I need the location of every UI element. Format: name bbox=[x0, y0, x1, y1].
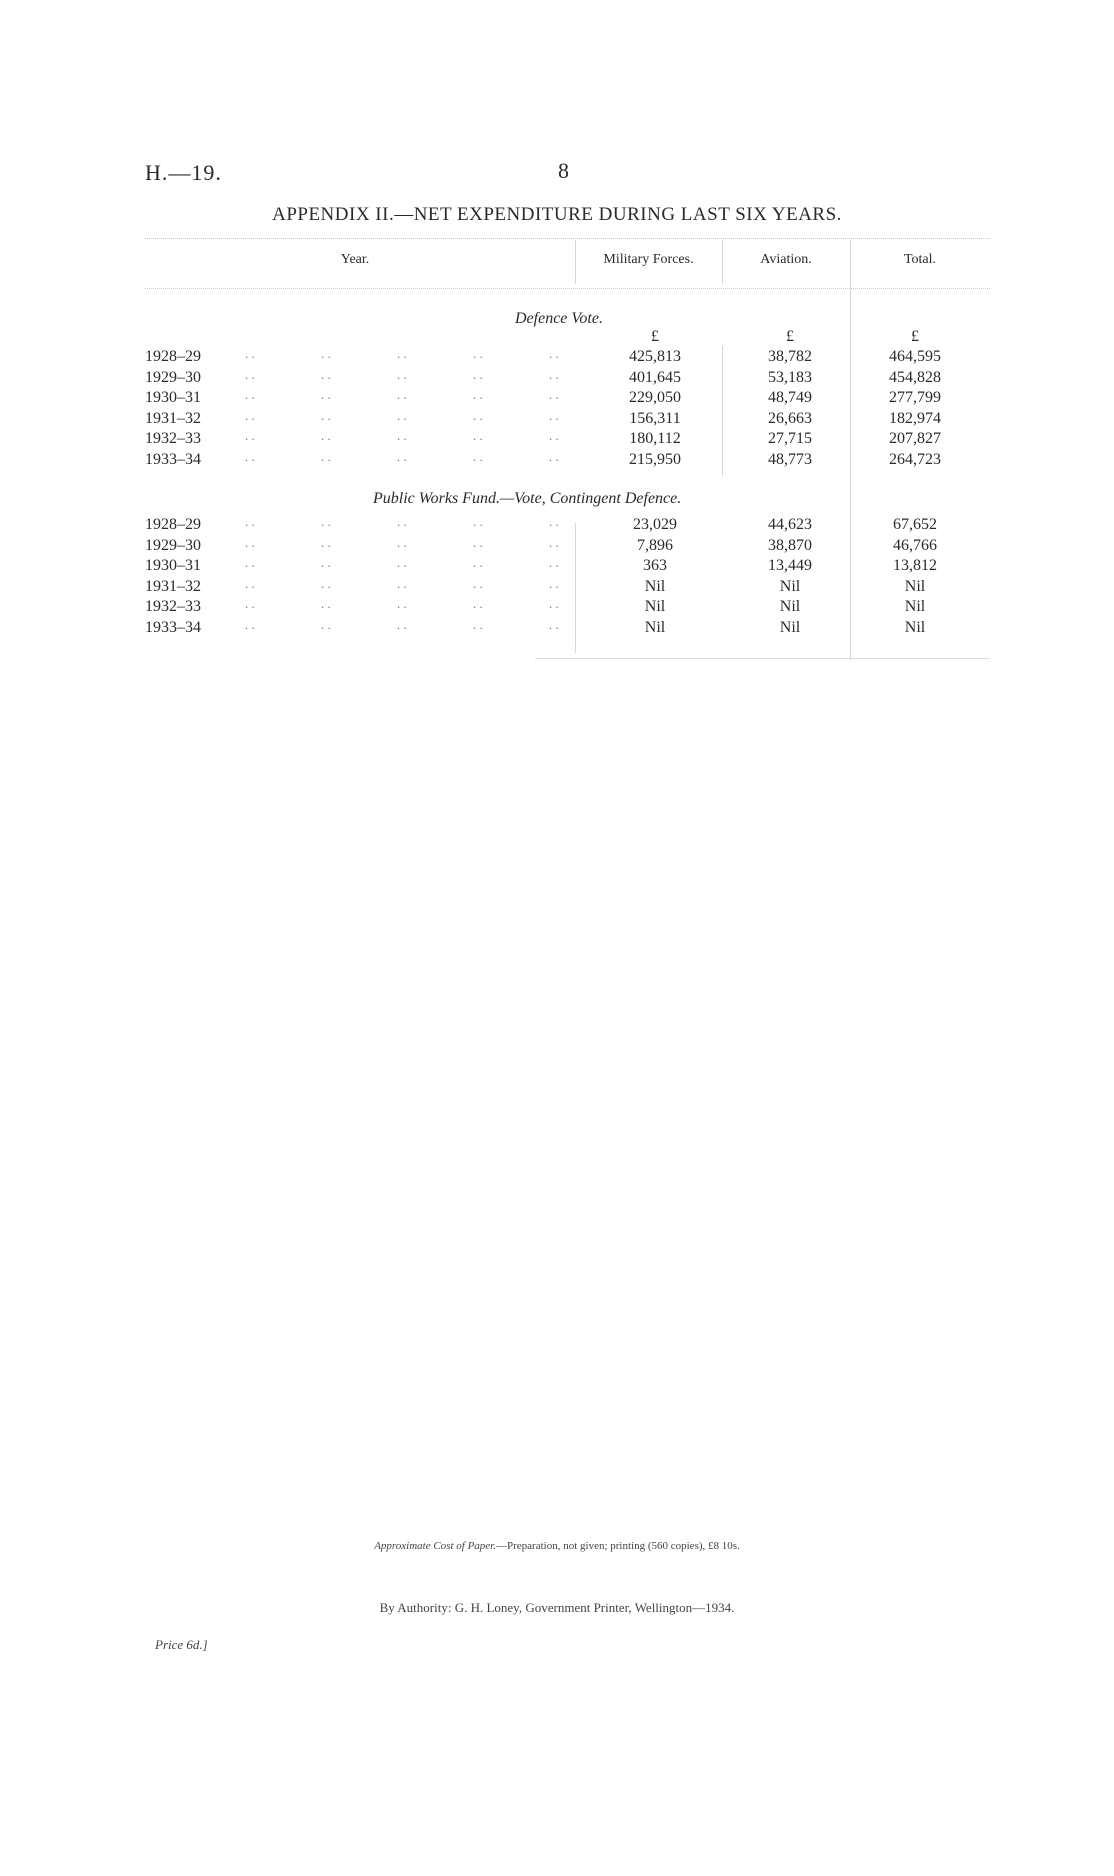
aviation-cell: Nil bbox=[779, 598, 801, 615]
appendix-title: APPENDIX II.—NET EXPENDITURE DURING LAST SIX YEARS. bbox=[272, 204, 842, 225]
table-row bbox=[145, 389, 990, 409]
year-cell: 1933–34 bbox=[145, 450, 201, 468]
document-reference: H.—19. bbox=[145, 160, 222, 185]
currency-symbol: £ bbox=[786, 328, 794, 345]
year-cell: 1930–31 bbox=[145, 557, 201, 574]
header-top-rule bbox=[145, 238, 990, 239]
dot-leader: . . . . . . . . . . bbox=[245, 407, 559, 423]
dot-leader: . . . . . . . . . . bbox=[245, 448, 559, 464]
military-cell: Nil bbox=[644, 577, 666, 595]
printer-authority: By Authority: G. H. Loney, Government Printer, Wellington—1934. bbox=[379, 1600, 735, 1615]
year-cell: 1928–29 bbox=[145, 348, 201, 365]
expenditure-table bbox=[145, 238, 990, 658]
table-row bbox=[145, 407, 990, 430]
total-cell: Nil bbox=[904, 598, 926, 615]
aviation-cell: Nil bbox=[779, 577, 801, 595]
total-cell: 454,828 bbox=[889, 368, 941, 386]
table-row bbox=[145, 348, 990, 368]
aviation-cell: 26,663 bbox=[768, 409, 812, 427]
dot-leader: . . . . . . . . . . bbox=[245, 387, 559, 402]
table-row bbox=[145, 598, 990, 618]
total-cell: 464,595 bbox=[889, 348, 941, 365]
aviation-cell: 27,715 bbox=[768, 430, 812, 447]
dot-leader: . . . . . . . . . . bbox=[245, 534, 559, 550]
dot-leader: . . . . . . . . . . bbox=[245, 346, 559, 361]
year-cell: 1933–34 bbox=[145, 618, 201, 636]
year-cell: 1932–33 bbox=[145, 430, 201, 447]
cost-text: —Preparation, not given; printing (560 copies), £8 10s. bbox=[496, 1540, 740, 1552]
page-number: 8 bbox=[558, 158, 569, 183]
military-cell: 23,029 bbox=[633, 516, 677, 533]
dot-leader: . . . . . . . . . . bbox=[245, 428, 559, 443]
military-cell: 401,645 bbox=[629, 368, 681, 386]
year-cell: 1931–32 bbox=[145, 409, 201, 427]
currency-symbol: £ bbox=[911, 328, 919, 345]
table-bottom-rule bbox=[535, 658, 990, 659]
table-row bbox=[145, 430, 990, 450]
military-cell: 156,311 bbox=[629, 409, 681, 427]
table-row bbox=[145, 516, 990, 536]
military-cell: 7,896 bbox=[637, 536, 673, 554]
total-cell: 277,799 bbox=[889, 389, 941, 406]
military-cell: 229,050 bbox=[629, 389, 681, 406]
total-cell: 207,827 bbox=[889, 430, 941, 447]
table-row bbox=[145, 557, 990, 577]
currency-symbol: £ bbox=[651, 328, 659, 345]
total-cell: 182,974 bbox=[889, 409, 941, 427]
dot-leader: . . . . . . . . . . bbox=[245, 366, 559, 382]
table-row bbox=[145, 366, 990, 389]
header-bottom-rule bbox=[145, 288, 990, 289]
aviation-cell: 48,749 bbox=[768, 389, 812, 406]
aviation-cell: 13,449 bbox=[768, 557, 812, 574]
military-cell: 180,112 bbox=[629, 430, 681, 447]
year-cell: 1931–32 bbox=[145, 577, 201, 595]
table-row bbox=[145, 575, 990, 598]
column-header-total: Total. bbox=[903, 252, 937, 267]
aviation-cell: 44,623 bbox=[768, 516, 812, 533]
column-header-year: Year. bbox=[340, 252, 370, 267]
military-cell: 215,950 bbox=[629, 450, 681, 468]
section-heading-defence-vote: Defence Vote. bbox=[515, 310, 603, 327]
column-header-aviation: Aviation. bbox=[760, 252, 812, 267]
year-cell: 1929–30 bbox=[145, 536, 201, 554]
military-cell: Nil bbox=[644, 618, 666, 636]
section-heading-public-works: Public Works Fund.—Vote, Contingent Defence. bbox=[373, 490, 682, 507]
column-header-military: Military Forces. bbox=[603, 252, 694, 267]
year-cell: 1930–31 bbox=[145, 389, 201, 406]
table-row bbox=[145, 448, 990, 471]
cost-label: Approximate Cost of Paper. bbox=[374, 1540, 496, 1552]
dot-leader: . . . . . . . . . . bbox=[245, 596, 559, 611]
year-cell: 1929–30 bbox=[145, 368, 201, 386]
cost-of-paper-note bbox=[0, 1540, 1114, 1552]
aviation-cell: Nil bbox=[779, 618, 801, 636]
military-cell: 425,813 bbox=[629, 348, 681, 365]
dot-leader: . . . . . . . . . . bbox=[245, 514, 559, 529]
table-row bbox=[145, 616, 990, 639]
aviation-cell: 48,773 bbox=[768, 450, 812, 468]
dot-leader: . . . . . . . . . . bbox=[245, 616, 559, 632]
total-cell: 67,652 bbox=[893, 516, 937, 533]
total-cell: 264,723 bbox=[889, 450, 941, 468]
year-cell: 1928–29 bbox=[145, 516, 201, 533]
table-row bbox=[145, 534, 990, 557]
dot-leader: . . . . . . . . . . bbox=[245, 575, 559, 591]
year-cell: 1932–33 bbox=[145, 598, 201, 615]
dot-leader: . . . . . . . . . . bbox=[245, 555, 559, 570]
total-cell: Nil bbox=[904, 618, 926, 636]
total-cell: 13,812 bbox=[893, 557, 937, 574]
price: Price 6d.] bbox=[155, 1637, 208, 1652]
aviation-cell: 38,870 bbox=[768, 536, 812, 554]
total-cell: Nil bbox=[904, 577, 926, 595]
aviation-cell: 53,183 bbox=[768, 368, 812, 386]
military-cell: Nil bbox=[644, 598, 666, 615]
military-cell: 363 bbox=[643, 557, 667, 574]
total-cell: 46,766 bbox=[893, 536, 937, 554]
aviation-cell: 38,782 bbox=[768, 348, 812, 365]
